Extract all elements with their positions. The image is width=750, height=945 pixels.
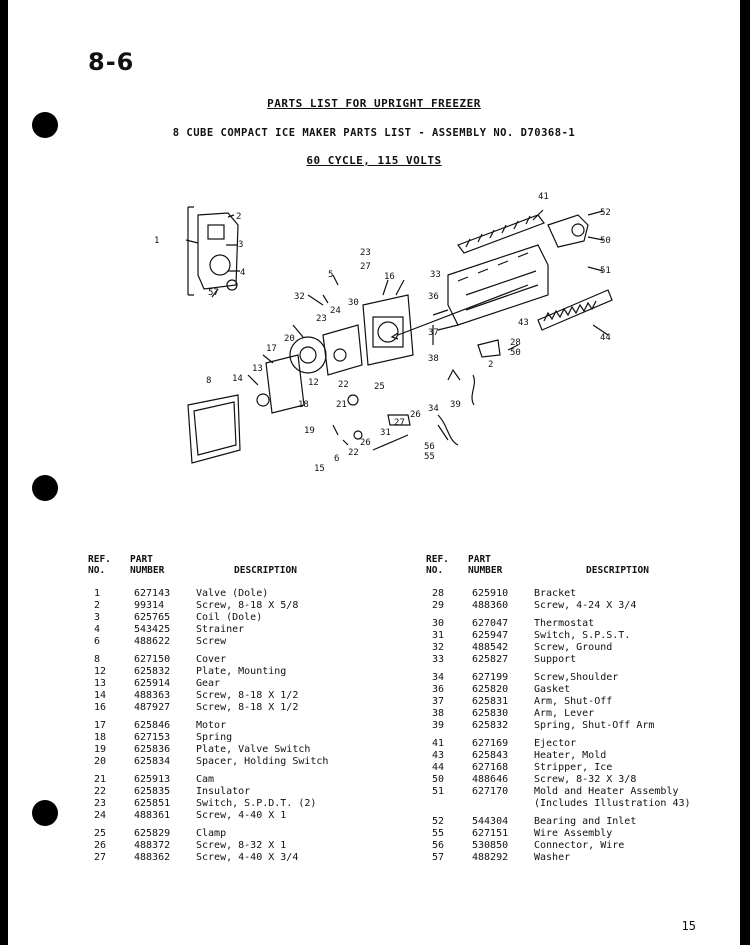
part-number-cell: 625846 bbox=[134, 720, 171, 731]
ref-cell: 3 bbox=[94, 612, 101, 623]
table-row bbox=[94, 828, 358, 840]
ref-cell: 44 bbox=[432, 762, 445, 773]
description-cell: Coil (Dole) bbox=[196, 612, 263, 623]
parts-rows-right bbox=[432, 588, 706, 864]
description-cell: Switch, S.P.D.T. (2) bbox=[196, 798, 317, 809]
callout-label: 4 bbox=[240, 268, 246, 278]
part-number-cell: 488372 bbox=[134, 840, 171, 851]
table-row bbox=[432, 762, 706, 774]
callout-label: 23 bbox=[316, 314, 327, 324]
table-row bbox=[94, 720, 358, 732]
ref-cell: 31 bbox=[432, 630, 445, 641]
description-cell: Wire Assembly bbox=[534, 828, 613, 839]
ref-cell: 23 bbox=[94, 798, 107, 809]
callout-label: 17 bbox=[266, 344, 277, 354]
callout-label: 24 bbox=[330, 306, 341, 316]
description-cell: Screw,Shoulder bbox=[534, 672, 619, 683]
description-cell: Screw bbox=[196, 636, 227, 647]
part-number-cell: 488622 bbox=[134, 636, 171, 647]
part-number-cell: 530850 bbox=[472, 840, 509, 851]
callout-label: 13 bbox=[252, 364, 263, 374]
ref-cell: 28 bbox=[432, 588, 445, 599]
ref-cell: 27 bbox=[94, 852, 107, 863]
callout-label: 8 bbox=[206, 376, 212, 386]
ref-cell: 57 bbox=[432, 852, 445, 863]
table-row bbox=[94, 624, 358, 636]
callout-label: 31 bbox=[380, 428, 391, 438]
part-number-cell: 625834 bbox=[134, 756, 171, 767]
description-cell: Clamp bbox=[196, 828, 227, 839]
callout-label: 27 bbox=[360, 262, 371, 272]
ref-cell: 38 bbox=[432, 708, 445, 719]
description-cell: Bearing and Inlet bbox=[534, 816, 637, 827]
col-header-description: DESCRIPTION bbox=[586, 565, 649, 576]
table-row bbox=[432, 828, 706, 840]
description-cell: (Includes Illustration 43) bbox=[534, 798, 691, 809]
callout-label: 22 bbox=[338, 380, 349, 390]
callout-label: 30 bbox=[348, 298, 359, 308]
ref-cell: 25 bbox=[94, 828, 107, 839]
part-number-cell: 625835 bbox=[134, 786, 171, 797]
ref-cell: 52 bbox=[432, 816, 445, 827]
col-header-ref: REF. NO. bbox=[88, 554, 111, 576]
callout-label: 14 bbox=[232, 374, 243, 384]
callout-label: 20 bbox=[284, 334, 295, 344]
part-number-cell: 488363 bbox=[134, 690, 171, 701]
table-row bbox=[94, 786, 358, 798]
ref-cell: 20 bbox=[94, 756, 107, 767]
part-number-cell: 625829 bbox=[134, 828, 171, 839]
part-number-cell: 625831 bbox=[472, 696, 509, 707]
description-cell: Spacer, Holding Switch bbox=[196, 756, 329, 767]
part-number-cell: 627169 bbox=[472, 738, 509, 749]
table-row bbox=[94, 756, 358, 768]
table-row bbox=[94, 600, 358, 612]
part-number-cell: 625830 bbox=[472, 708, 509, 719]
part-number-cell: 625836 bbox=[134, 744, 171, 755]
part-number-cell: 627199 bbox=[472, 672, 509, 683]
ref-cell: 14 bbox=[94, 690, 107, 701]
description-cell: Screw, Ground bbox=[534, 642, 613, 653]
callout-label: 55 bbox=[424, 452, 435, 462]
parts-table-left bbox=[88, 554, 358, 899]
table-row bbox=[94, 744, 358, 756]
part-number-cell: 625832 bbox=[472, 720, 509, 731]
callout-label: 26 bbox=[410, 410, 421, 420]
table-row bbox=[94, 612, 358, 624]
description-cell: Screw, 8-32 X 3/8 bbox=[534, 774, 637, 785]
table-row bbox=[94, 702, 358, 714]
table-row bbox=[432, 696, 706, 708]
callout-label: 51 bbox=[600, 266, 611, 276]
part-number-cell: 627143 bbox=[134, 588, 171, 599]
description-cell: Cam bbox=[196, 774, 215, 785]
ref-cell: 33 bbox=[432, 654, 445, 665]
callout-label: 37 bbox=[428, 328, 439, 338]
part-number-cell: 625843 bbox=[472, 750, 509, 761]
table-row bbox=[432, 786, 706, 798]
callout-label: 19 bbox=[304, 426, 315, 436]
callout-label: 2 bbox=[488, 360, 494, 370]
ref-cell: 34 bbox=[432, 672, 445, 683]
ref-cell: 39 bbox=[432, 720, 445, 731]
callout-label: 1 bbox=[154, 236, 160, 246]
callout-label: 22 bbox=[348, 448, 359, 458]
table-row bbox=[432, 642, 706, 654]
table-row bbox=[94, 852, 358, 864]
table-row bbox=[432, 750, 706, 762]
callout-label: 57 bbox=[208, 288, 219, 298]
table-row bbox=[94, 774, 358, 786]
ref-cell: 4 bbox=[94, 624, 101, 635]
callout-label: 41 bbox=[538, 192, 549, 202]
punch-hole bbox=[32, 475, 58, 501]
ref-cell: 50 bbox=[432, 774, 445, 785]
callout-label: 50 bbox=[600, 236, 611, 246]
description-cell: Arm, Lever bbox=[534, 708, 595, 719]
table-row bbox=[94, 732, 358, 744]
table-row bbox=[432, 684, 706, 696]
table-row bbox=[94, 654, 358, 666]
table-row bbox=[432, 798, 706, 810]
description-cell: Screw, 8-18 X 1/2 bbox=[196, 702, 299, 713]
callout-label: 16 bbox=[384, 272, 395, 282]
title-line-3: 60 CYCLE, 115 VOLTS bbox=[306, 154, 442, 167]
table-row bbox=[432, 840, 706, 852]
part-number-cell: 488360 bbox=[472, 600, 509, 611]
col-header-ref: REF. NO. bbox=[426, 554, 449, 576]
part-number-cell: 627151 bbox=[472, 828, 509, 839]
ref-cell: 43 bbox=[432, 750, 445, 761]
part-number-cell: 488542 bbox=[472, 642, 509, 653]
callout-label: 38 bbox=[428, 354, 439, 364]
ref-cell: 18 bbox=[94, 732, 107, 743]
col-header-part: PART NUMBER bbox=[130, 554, 165, 576]
callout-label: 25 bbox=[374, 382, 385, 392]
ref-cell: 22 bbox=[94, 786, 107, 797]
description-cell: Screw, 8-32 X 1 bbox=[196, 840, 287, 851]
ref-cell: 32 bbox=[432, 642, 445, 653]
callout-label: 44 bbox=[600, 333, 611, 343]
callout-label: 18 bbox=[298, 400, 309, 410]
part-number-cell: 625832 bbox=[134, 666, 171, 677]
ref-cell: 2 bbox=[94, 600, 101, 611]
table-row bbox=[432, 816, 706, 828]
description-cell: Screw, 8-18 X 1/2 bbox=[196, 690, 299, 701]
part-number-cell: 627170 bbox=[472, 786, 509, 797]
col-header-part: PART NUMBER bbox=[468, 554, 503, 576]
punch-hole bbox=[32, 800, 58, 826]
part-number-cell: 625851 bbox=[134, 798, 171, 809]
ref-cell: 29 bbox=[432, 600, 445, 611]
description-cell: Heater, Mold bbox=[534, 750, 607, 761]
part-number-cell: 625765 bbox=[134, 612, 171, 623]
table-row bbox=[432, 630, 706, 642]
description-cell: Ejector bbox=[534, 738, 577, 749]
callout-label: 50 bbox=[510, 348, 521, 358]
ref-cell: 56 bbox=[432, 840, 445, 851]
table-row bbox=[432, 654, 706, 666]
page-id: 8-6 bbox=[88, 48, 135, 76]
part-number-cell: 488292 bbox=[472, 852, 509, 863]
callout-label: 34 bbox=[428, 404, 439, 414]
part-number-cell: 625913 bbox=[134, 774, 171, 785]
description-cell: Cover bbox=[196, 654, 227, 665]
ref-cell: 6 bbox=[94, 636, 101, 647]
parts-table-right bbox=[426, 554, 706, 899]
callout-label: 3 bbox=[238, 240, 244, 250]
table-row bbox=[432, 708, 706, 720]
table-row bbox=[94, 678, 358, 690]
part-number-cell: 487927 bbox=[134, 702, 171, 713]
callout-label: 23 bbox=[360, 248, 371, 258]
page-number: 15 bbox=[681, 919, 696, 933]
callout-label: 36 bbox=[428, 292, 439, 302]
col-header-description: DESCRIPTION bbox=[234, 565, 297, 576]
ref-cell: 16 bbox=[94, 702, 107, 713]
part-number-cell: 99314 bbox=[134, 600, 165, 611]
callout-label: 56 bbox=[424, 442, 435, 452]
part-number-cell: 625914 bbox=[134, 678, 171, 689]
ref-cell: 12 bbox=[94, 666, 107, 677]
description-cell: Washer bbox=[534, 852, 571, 863]
title-line-2: 8 CUBE COMPACT ICE MAKER PARTS LIST - ASSEMBLY NO. D70368-1 bbox=[172, 127, 576, 139]
part-number-cell: 627153 bbox=[134, 732, 171, 743]
description-cell: Motor bbox=[196, 720, 227, 731]
ref-cell: 37 bbox=[432, 696, 445, 707]
table-row bbox=[432, 852, 706, 864]
description-cell: Valve (Dole) bbox=[196, 588, 269, 599]
document-page bbox=[8, 0, 740, 945]
callout-label: 33 bbox=[430, 270, 441, 280]
table-row bbox=[432, 618, 706, 630]
callout-label: 12 bbox=[308, 378, 319, 388]
part-number-cell: 488646 bbox=[472, 774, 509, 785]
part-number-cell: 627150 bbox=[134, 654, 171, 665]
description-cell: Screw, 4-40 X 3/4 bbox=[196, 852, 299, 863]
callout-label: 28 bbox=[510, 338, 521, 348]
ref-cell: 1 bbox=[94, 588, 101, 599]
table-row bbox=[432, 672, 706, 684]
description-cell: Bracket bbox=[534, 588, 577, 599]
part-number-cell: 488361 bbox=[134, 810, 171, 821]
ref-cell: 8 bbox=[94, 654, 101, 665]
ref-cell: 26 bbox=[94, 840, 107, 851]
part-number-cell: 625910 bbox=[472, 588, 509, 599]
description-cell: Arm, Shut-Off bbox=[534, 696, 613, 707]
description-cell: Connector, Wire bbox=[534, 840, 625, 851]
description-cell: Support bbox=[534, 654, 577, 665]
ref-cell: 21 bbox=[94, 774, 107, 785]
callout-label: 39 bbox=[450, 400, 461, 410]
description-cell: Insulator bbox=[196, 786, 251, 797]
callout-label: 21 bbox=[336, 400, 347, 410]
ref-cell: 17 bbox=[94, 720, 107, 731]
ref-cell: 19 bbox=[94, 744, 107, 755]
callout-label: 43 bbox=[518, 318, 529, 328]
ref-cell: 30 bbox=[432, 618, 445, 629]
table-row bbox=[94, 636, 358, 648]
description-cell: Screw, 4-40 X 1 bbox=[196, 810, 287, 821]
table-row bbox=[432, 600, 706, 612]
table-row bbox=[94, 840, 358, 852]
table-row bbox=[94, 810, 358, 822]
table-row bbox=[432, 774, 706, 786]
ref-cell: 36 bbox=[432, 684, 445, 695]
part-number-cell: 627047 bbox=[472, 618, 509, 629]
callout-label: 6 bbox=[334, 454, 340, 464]
description-cell: Stripper, Ice bbox=[534, 762, 613, 773]
table-row bbox=[94, 798, 358, 810]
description-cell: Spring bbox=[196, 732, 233, 743]
part-number-cell: 544304 bbox=[472, 816, 509, 827]
callout-label: 15 bbox=[314, 464, 325, 474]
description-cell: Screw, 4-24 X 3/4 bbox=[534, 600, 637, 611]
description-cell: Plate, Mounting bbox=[196, 666, 287, 677]
table-row bbox=[94, 588, 358, 600]
callout-label: 2 bbox=[236, 212, 242, 222]
table-row bbox=[432, 588, 706, 600]
ref-cell: 13 bbox=[94, 678, 107, 689]
description-cell: Switch, S.P.S.T. bbox=[534, 630, 631, 641]
ice-maker-diagram bbox=[148, 185, 658, 485]
table-row bbox=[94, 666, 358, 678]
ref-cell: 51 bbox=[432, 786, 445, 797]
description-cell: Spring, Shut-Off Arm bbox=[534, 720, 655, 731]
description-cell: Screw, 8-18 X 5/8 bbox=[196, 600, 299, 611]
callout-label: 27 bbox=[394, 418, 405, 428]
description-cell: Strainer bbox=[196, 624, 245, 635]
table-row bbox=[94, 690, 358, 702]
callout-label: 32 bbox=[294, 292, 305, 302]
part-number-cell: 488362 bbox=[134, 852, 171, 863]
callout-label: 26 bbox=[360, 438, 371, 448]
ref-cell: 55 bbox=[432, 828, 445, 839]
ref-cell: 41 bbox=[432, 738, 445, 749]
callout-label: 52 bbox=[600, 208, 611, 218]
description-cell: Thermostat bbox=[534, 618, 595, 629]
description-cell: Mold and Heater Assembly bbox=[534, 786, 679, 797]
table-row bbox=[432, 738, 706, 750]
title-line-1: PARTS LIST FOR UPRIGHT FREEZER bbox=[267, 97, 481, 110]
exploded-parts-diagram bbox=[148, 185, 658, 485]
parts-rows-left bbox=[94, 588, 358, 864]
part-number-cell: 625820 bbox=[472, 684, 509, 695]
description-cell: Gear bbox=[196, 678, 221, 689]
table-row bbox=[432, 720, 706, 732]
description-cell: Plate, Valve Switch bbox=[196, 744, 311, 755]
callout-label: 5 bbox=[328, 270, 334, 280]
part-number-cell: 543425 bbox=[134, 624, 171, 635]
part-number-cell: 625827 bbox=[472, 654, 509, 665]
description-cell: Gasket bbox=[534, 684, 571, 695]
ref-cell: 24 bbox=[94, 810, 107, 821]
part-number-cell: 627168 bbox=[472, 762, 509, 773]
part-number-cell: 625947 bbox=[472, 630, 509, 641]
